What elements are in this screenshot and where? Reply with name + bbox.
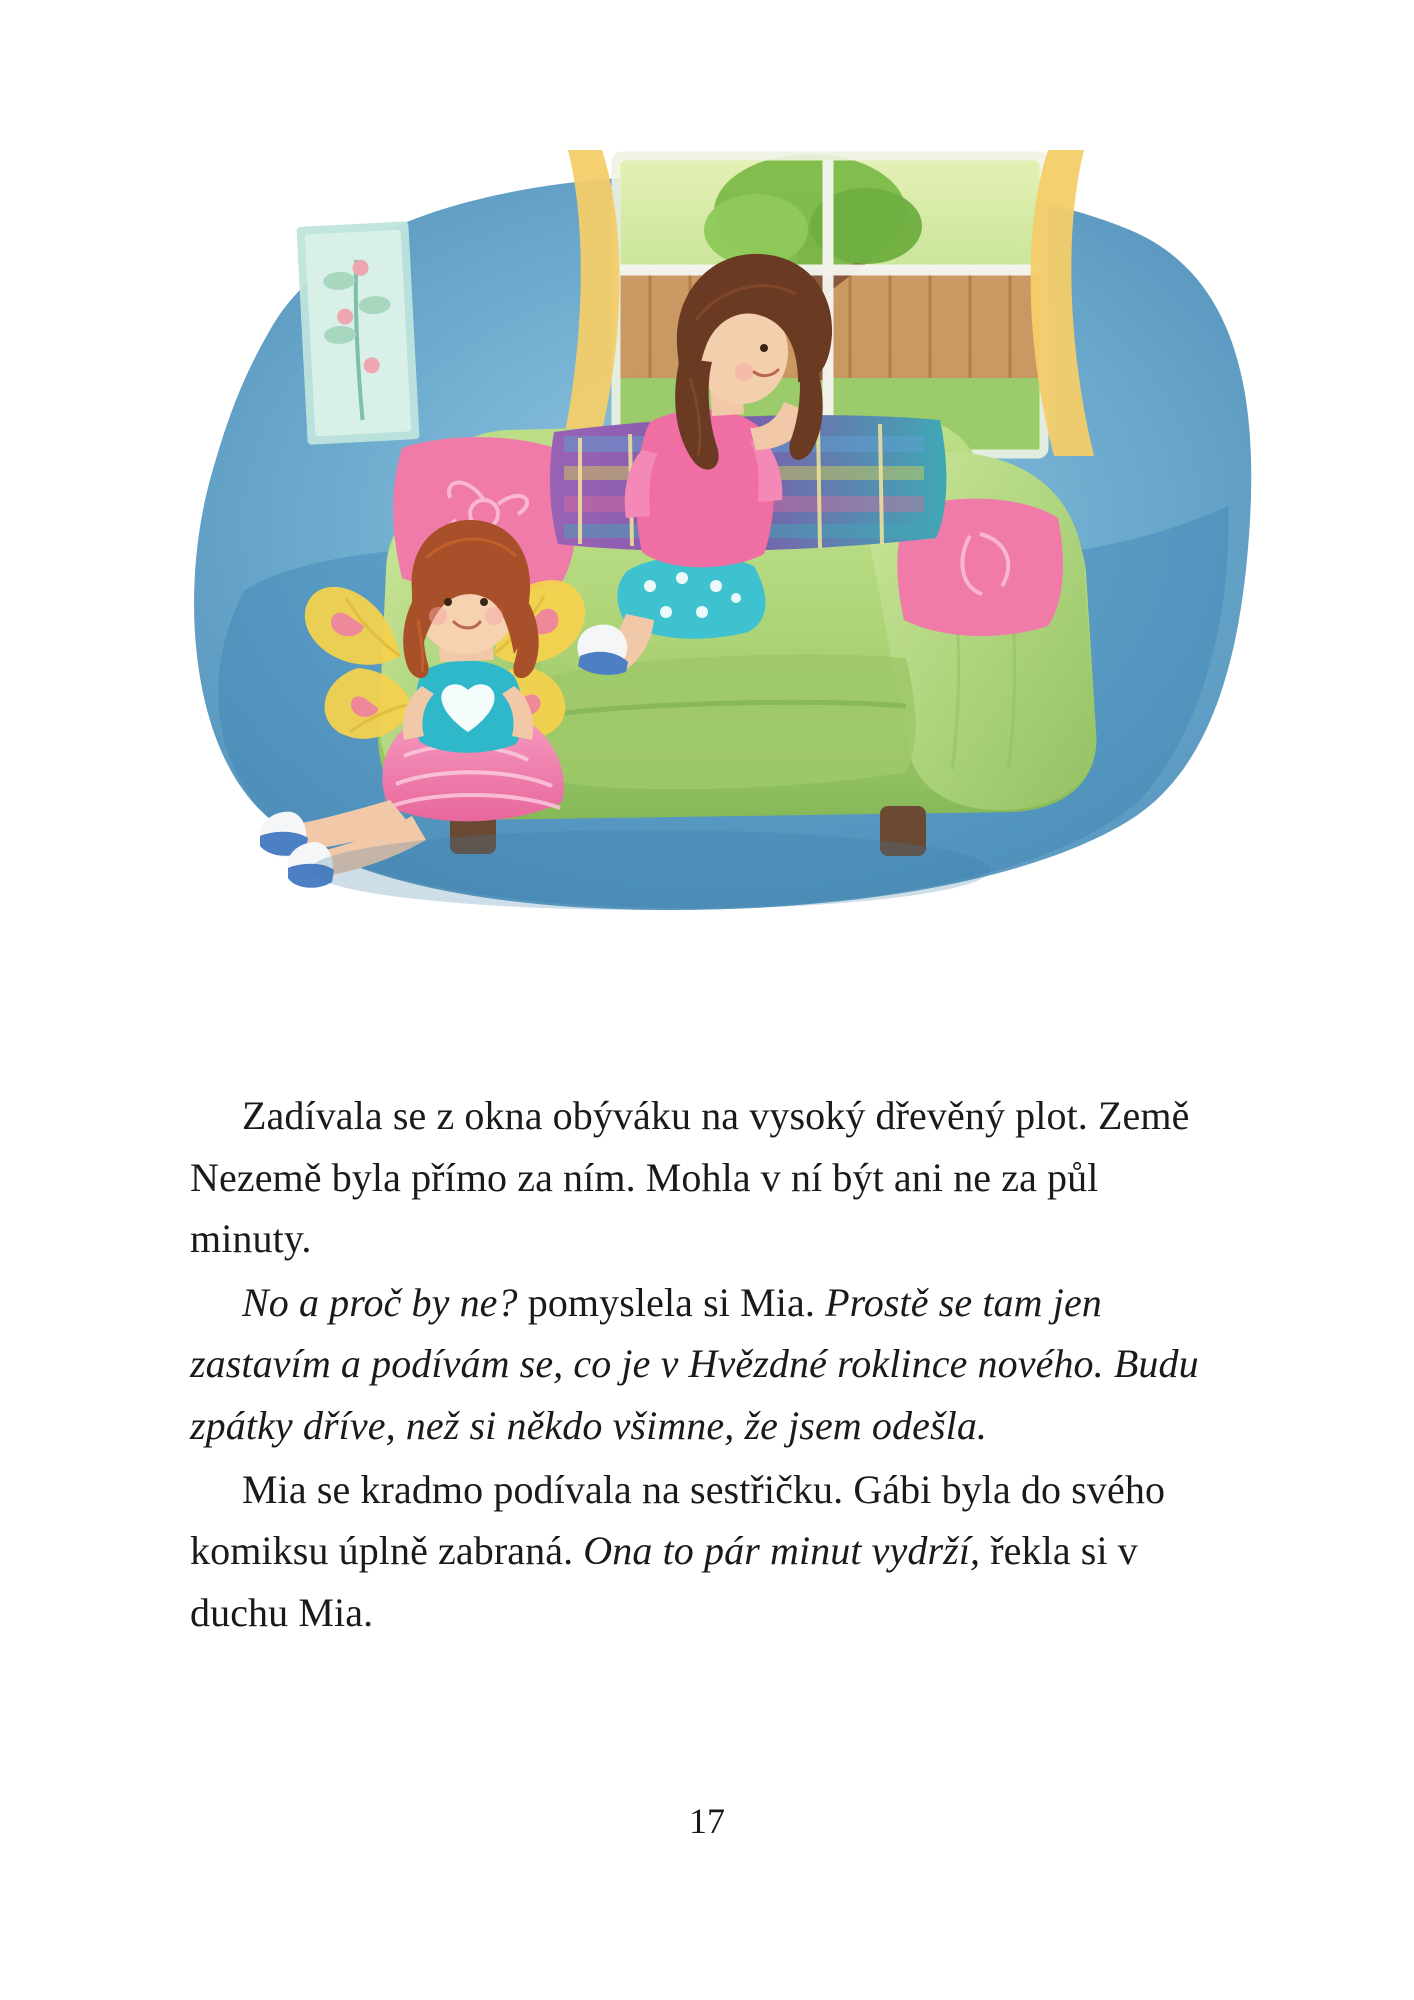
paragraph-3-run-2: Ona to pár minut vydrží, bbox=[583, 1528, 981, 1574]
page-number: 17 bbox=[689, 1801, 725, 1841]
illustration-two-girls-living-room bbox=[150, 120, 1260, 990]
wall-picture-frame bbox=[296, 221, 419, 445]
paragraph-1 bbox=[190, 1085, 1220, 1270]
body-text bbox=[190, 1085, 1220, 1643]
paragraph-2-run-2: pomyslela si Mia. bbox=[517, 1279, 826, 1325]
paragraph-3-run-1: Mia se kradmo podívala na sestřičku. Gábi byla do svého komiksu úplně zabraná. bbox=[190, 1466, 1166, 1574]
paragraph-3-run-3: řekla si v duchu Mia. bbox=[190, 1528, 1138, 1635]
paragraph-2-run-3: Prostě se tam jen zastavím a podívám se, co je v Hvězdné roklince nového. Budu zpátky dříve, než si někdo všimne, že jsem odešla. bbox=[190, 1279, 1199, 1448]
paragraph-2-run-1: No a proč by ne? bbox=[242, 1279, 518, 1325]
paragraph-3 bbox=[190, 1459, 1220, 1644]
paragraph-1-run-1: Zadívala se z okna obýváku na vysoký dřevěný plot. Země Nezemě byla přímo za ním. Mohla v ní být ani ne za půl minuty. bbox=[190, 1093, 1190, 1262]
paragraph-2 bbox=[190, 1272, 1220, 1457]
